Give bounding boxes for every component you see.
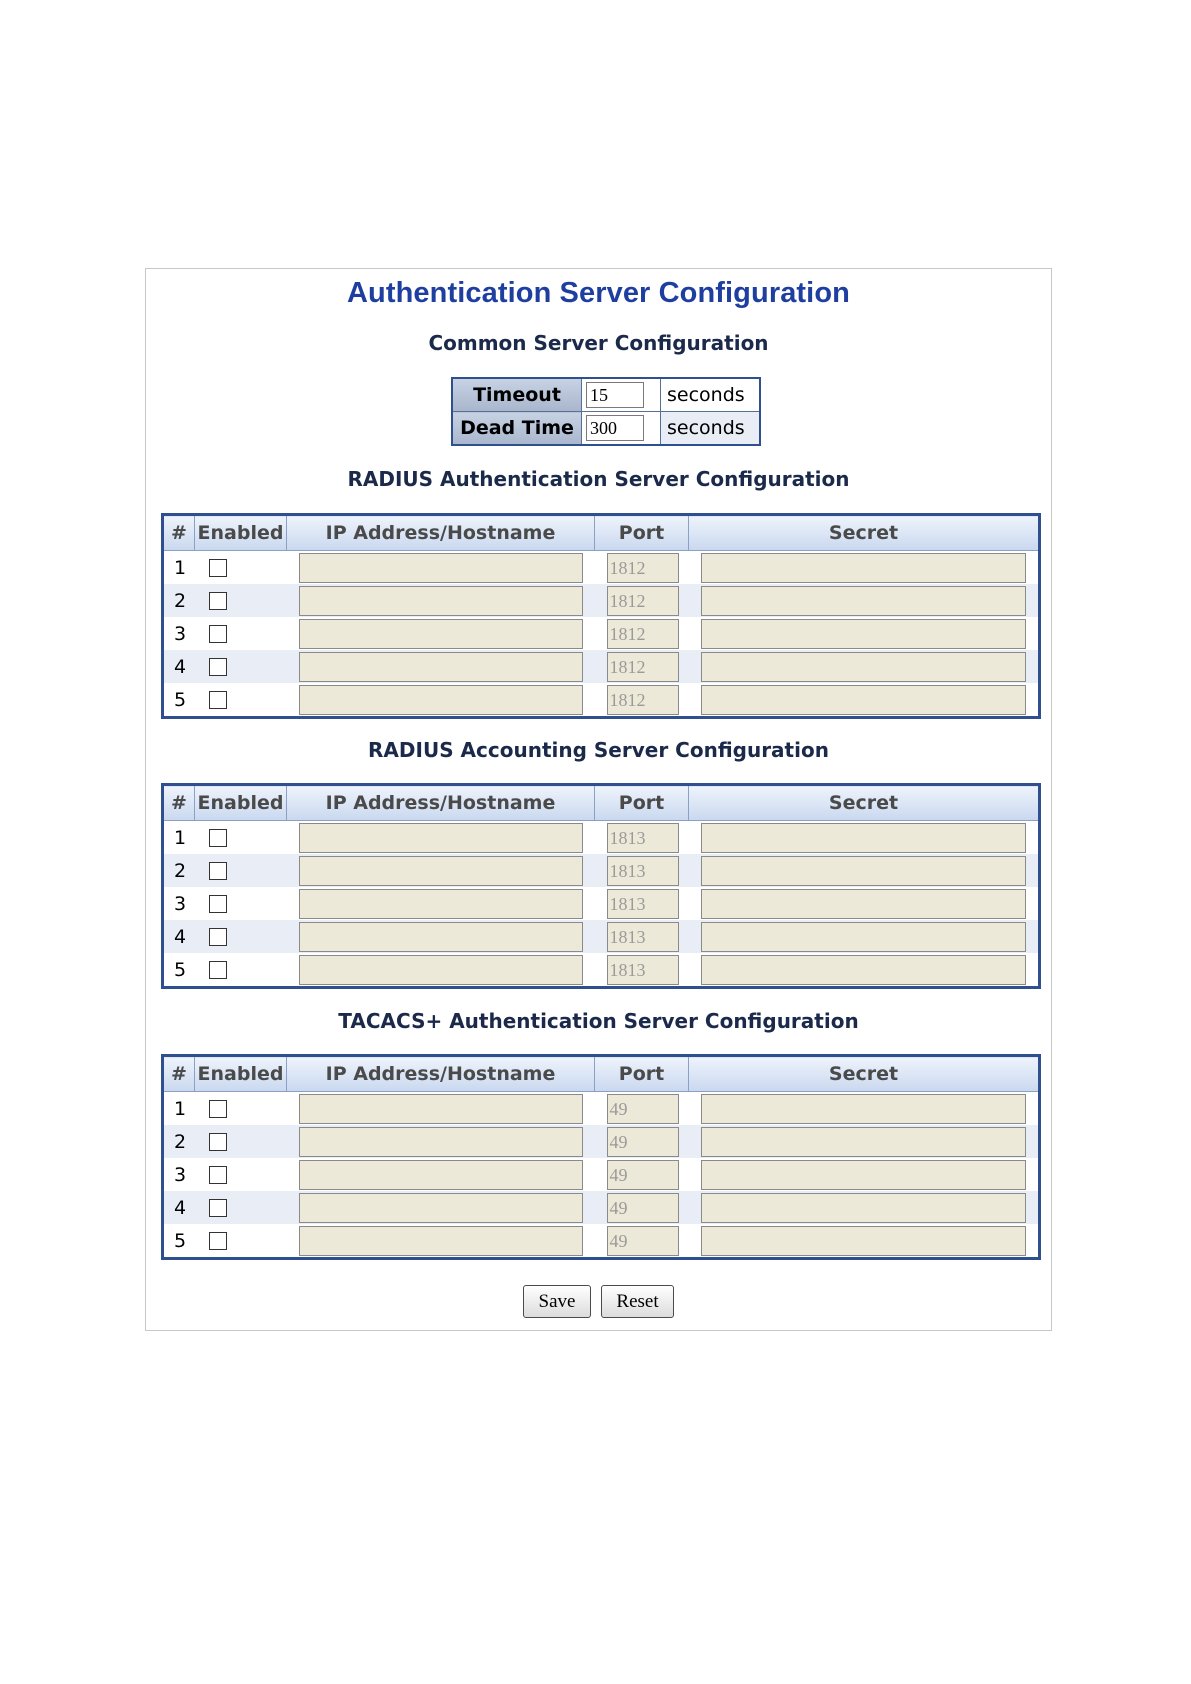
col-enabled: Enabled [195,515,287,551]
radius-acct-heading: RADIUS Accounting Server Configuration [368,738,829,762]
row-number: 4 [163,920,195,953]
row-number: 5 [163,683,195,718]
reset-button[interactable]: Reset [601,1285,674,1318]
port-input[interactable]: 1813 [607,955,679,985]
enabled-checkbox[interactable] [209,625,227,643]
col-port: Port [595,785,689,821]
row-number: 3 [163,887,195,920]
common-config-table [451,377,761,446]
col-ip: IP Address/Hostname [287,785,595,821]
col-secret: Secret [689,785,1040,821]
port-input[interactable]: 49 [607,1127,679,1157]
secret-input[interactable] [701,586,1026,616]
enabled-checkbox[interactable] [209,829,227,847]
secret-input[interactable] [701,685,1026,715]
tacacs-table [161,1054,1041,1260]
secret-input[interactable] [701,823,1026,853]
port-input[interactable]: 49 [607,1226,679,1256]
table-row [163,683,1040,718]
ip-input[interactable] [299,652,583,682]
secret-input[interactable] [701,1226,1026,1256]
row-number: 2 [163,1125,195,1158]
secret-input[interactable] [701,889,1026,919]
secret-input[interactable] [701,1160,1026,1190]
radius-auth-table [161,513,1041,719]
table-row [163,617,1040,650]
enabled-checkbox[interactable] [209,895,227,913]
col-ip: IP Address/Hostname [287,1056,595,1092]
table-row [163,1191,1040,1224]
enabled-checkbox[interactable] [209,592,227,610]
port-input[interactable]: 1813 [607,856,679,886]
row-number: 1 [163,551,195,585]
col-ip: IP Address/Hostname [287,515,595,551]
col-enabled: Enabled [195,785,287,821]
ip-input[interactable] [299,856,583,886]
secret-input[interactable] [701,1127,1026,1157]
ip-input[interactable] [299,553,583,583]
radius-acct-table [161,783,1041,989]
row-number: 4 [163,1191,195,1224]
row-number: 5 [163,1224,195,1259]
row-number: 3 [163,617,195,650]
secret-input[interactable] [701,553,1026,583]
port-input[interactable]: 49 [607,1094,679,1124]
port-input[interactable]: 49 [607,1160,679,1190]
ip-input[interactable] [299,1193,583,1223]
table-row [163,854,1040,887]
table-row [163,1224,1040,1259]
port-input[interactable]: 1813 [607,823,679,853]
table-row [163,650,1040,683]
enabled-checkbox[interactable] [209,1199,227,1217]
secret-input[interactable] [701,856,1026,886]
secret-input[interactable] [701,652,1026,682]
secret-input[interactable] [701,1094,1026,1124]
table-row [163,1125,1040,1158]
ip-input[interactable] [299,586,583,616]
row-number: 2 [163,854,195,887]
secret-input[interactable] [701,955,1026,985]
ip-input[interactable] [299,619,583,649]
enabled-checkbox[interactable] [209,559,227,577]
col-num: # [163,785,195,821]
col-num: # [163,515,195,551]
row-number: 5 [163,953,195,988]
col-secret: Secret [689,515,1040,551]
col-enabled: Enabled [195,1056,287,1092]
save-button[interactable]: Save [523,1285,591,1318]
common-heading: Common Server Configuration [428,331,769,355]
ip-input[interactable] [299,1226,583,1256]
deadtime-input[interactable] [586,415,644,441]
table-row [163,551,1040,585]
ip-input[interactable] [299,889,583,919]
port-input[interactable]: 1812 [607,553,679,583]
ip-input[interactable] [299,1094,583,1124]
enabled-checkbox[interactable] [209,961,227,979]
row-number: 3 [163,1158,195,1191]
page-title: Authentication Server Configuration [347,277,850,309]
col-port: Port [595,515,689,551]
enabled-checkbox[interactable] [209,862,227,880]
ip-input[interactable] [299,685,583,715]
timeout-unit: seconds [661,378,761,412]
ip-input[interactable] [299,1160,583,1190]
tacacs-heading: TACACS+ Authentication Server Configuration [338,1009,859,1033]
ip-input[interactable] [299,1127,583,1157]
row-number: 4 [163,650,195,683]
table-row [163,1092,1040,1126]
port-input[interactable]: 1812 [607,619,679,649]
enabled-checkbox[interactable] [209,1166,227,1184]
enabled-checkbox[interactable] [209,691,227,709]
secret-input[interactable] [701,619,1026,649]
port-input[interactable]: 1812 [607,652,679,682]
deadtime-unit: seconds [661,412,761,446]
port-input[interactable]: 1812 [607,586,679,616]
row-number: 2 [163,584,195,617]
auth-config-panel [145,268,1052,1331]
col-num: # [163,1056,195,1092]
port-input[interactable]: 1813 [607,922,679,952]
table-row [163,1158,1040,1191]
deadtime-label: Dead Time [452,412,582,446]
secret-input[interactable] [701,922,1026,952]
secret-input[interactable] [701,1193,1026,1223]
ip-input[interactable] [299,922,583,952]
col-port: Port [595,1056,689,1092]
enabled-checkbox[interactable] [209,658,227,676]
ip-input[interactable] [299,955,583,985]
table-row [163,821,1040,855]
port-input[interactable]: 1813 [607,889,679,919]
ip-input[interactable] [299,823,583,853]
table-row [163,887,1040,920]
row-number: 1 [163,821,195,855]
col-secret: Secret [689,1056,1040,1092]
port-input[interactable]: 49 [607,1193,679,1223]
timeout-input[interactable] [586,382,644,408]
table-row [163,584,1040,617]
enabled-checkbox[interactable] [209,1232,227,1250]
port-input[interactable]: 1812 [607,685,679,715]
row-number: 1 [163,1092,195,1126]
enabled-checkbox[interactable] [209,928,227,946]
table-row [163,920,1040,953]
enabled-checkbox[interactable] [209,1100,227,1118]
table-row [163,953,1040,988]
radius-auth-heading: RADIUS Authentication Server Configuration [347,467,850,491]
timeout-label: Timeout [452,378,582,412]
enabled-checkbox[interactable] [209,1133,227,1151]
